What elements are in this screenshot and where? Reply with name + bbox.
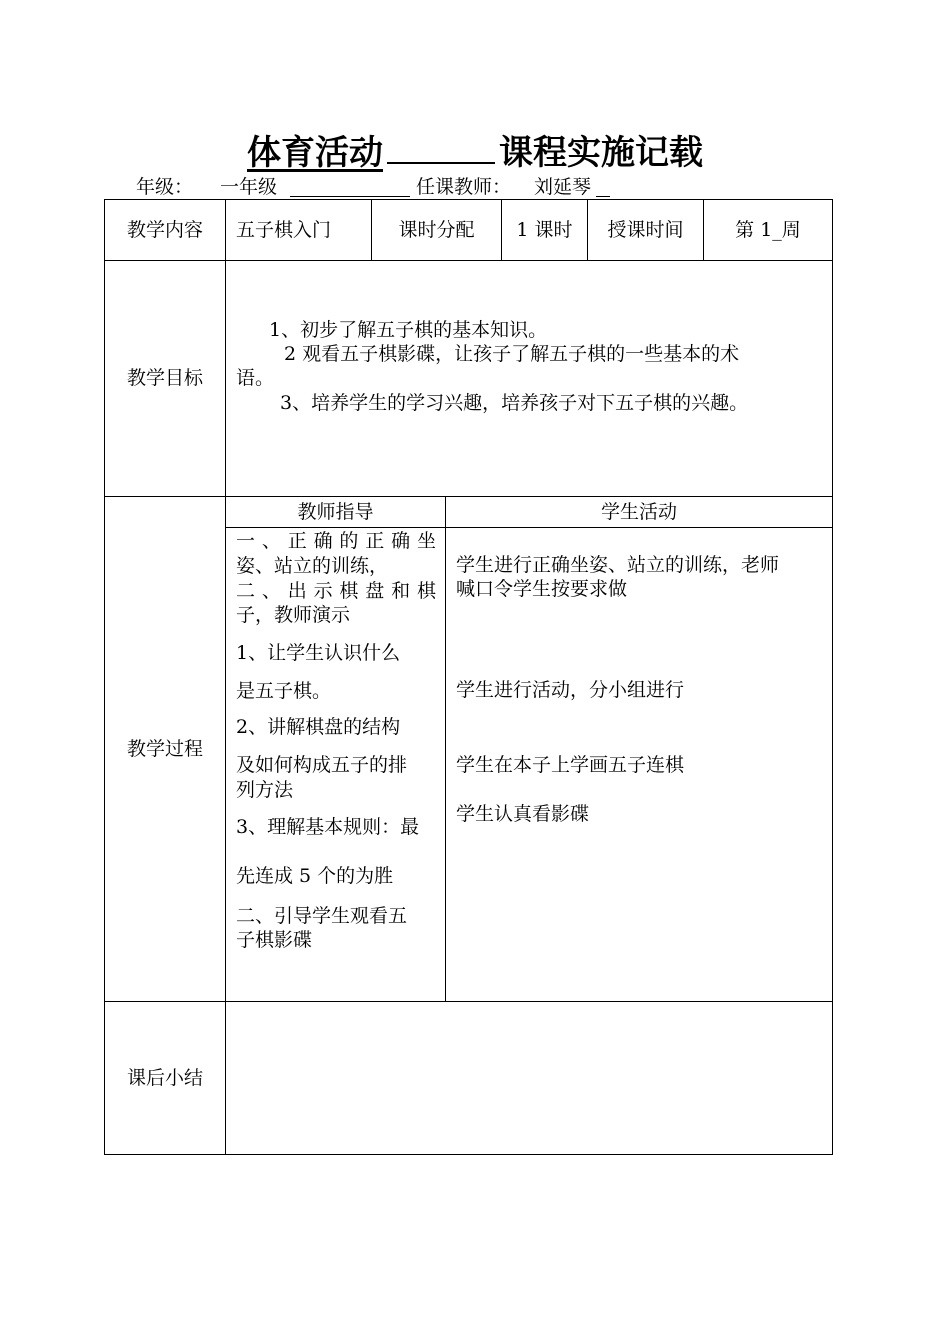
grade-value: 一年级 xyxy=(220,176,278,198)
title-part1: 体育活动 xyxy=(247,133,383,173)
student-activity-1a: 学生进行正确坐姿、站立的训练，老师 xyxy=(456,554,780,576)
goals-content-cell xyxy=(225,260,833,497)
hours-label-cell xyxy=(371,199,502,261)
teacher-step-3a: 1、让学生认识什么 xyxy=(236,642,401,664)
teacher-blank xyxy=(596,174,610,197)
content-label: 教学内容 xyxy=(126,218,203,241)
summary-label-cell xyxy=(104,1001,226,1155)
summary-content-cell xyxy=(225,1001,833,1155)
student-activity-4: 学生认真看影碟 xyxy=(456,803,590,825)
title-part2: 课程实施记载 xyxy=(499,133,703,173)
goal-line-2b: 语。 xyxy=(236,367,275,389)
teacher-step-4a: 2、讲解棋盘的结构 xyxy=(236,716,401,738)
hours-value-cell xyxy=(501,199,588,261)
teacher-step-1b: 姿、站立的训练， xyxy=(236,555,389,577)
teacher-step-2a: 二、出示棋盘和棋 xyxy=(236,580,436,602)
hours-value: 1 课时 xyxy=(516,218,573,241)
student-activity-1b: 喊口令学生按要求做 xyxy=(456,578,628,600)
teacher-step-2b: 子，教师演示 xyxy=(236,604,351,626)
summary-label: 课后小结 xyxy=(126,1066,203,1089)
student-activity-cell xyxy=(445,527,833,1002)
teacher-label: 任课教师： xyxy=(416,176,512,198)
teacher-step-5a: 3、理解基本规则：最 xyxy=(236,816,420,838)
teacher-step-4c: 列方法 xyxy=(236,779,294,801)
goals-label: 教学目标 xyxy=(126,367,203,389)
process-label-cell xyxy=(104,496,226,1002)
content-value: 五子棋入门 xyxy=(236,218,332,241)
meta-line xyxy=(0,174,950,200)
goal-line-3: 3、培养学生的学习兴趣，培养孩子对下五子棋的兴趣。 xyxy=(280,392,749,414)
teacher-step-6b: 子棋影碟 xyxy=(236,929,313,951)
time-value-cell xyxy=(703,199,833,261)
page-title xyxy=(0,128,950,175)
teacher-value: 刘延琴 xyxy=(534,176,592,198)
teacher-header-cell xyxy=(225,496,446,528)
student-header: 学生活动 xyxy=(600,500,677,523)
teacher-step-6a: 二、引导学生观看五 xyxy=(236,905,408,927)
teacher-step-4b: 及如何构成五子的排 xyxy=(236,754,408,776)
time-value: 第 1_周 xyxy=(735,218,801,241)
title-blank xyxy=(387,128,495,164)
teacher-step-1a: 一、正确的正确坐 xyxy=(236,530,436,552)
content-value-cell xyxy=(225,199,372,261)
grade-label: 年级： xyxy=(136,176,194,198)
goal-line-1: 1、初步了解五子棋的基本知识。 xyxy=(269,319,548,341)
student-activity-3: 学生在本子上学画五子连棋 xyxy=(456,754,685,776)
student-activity-2: 学生进行活动，分小组进行 xyxy=(456,679,685,701)
grade-blank xyxy=(290,174,410,197)
teacher-header: 教师指导 xyxy=(297,500,374,523)
teacher-guidance-cell xyxy=(225,527,446,1002)
student-header-cell xyxy=(445,496,833,528)
goals-label-cell xyxy=(104,260,226,497)
time-label-cell xyxy=(587,199,704,261)
time-label: 授课时间 xyxy=(607,218,684,241)
hours-label: 课时分配 xyxy=(398,218,475,241)
goal-line-2a: 2 观看五子棋影碟，让孩子了解五子棋的一些基本的术 xyxy=(284,343,740,365)
teacher-step-5b: 先连成 5 个的为胜 xyxy=(236,865,394,887)
content-label-cell xyxy=(104,199,226,261)
teacher-step-3b: 是五子棋。 xyxy=(236,680,332,702)
process-label: 教学过程 xyxy=(126,737,203,760)
